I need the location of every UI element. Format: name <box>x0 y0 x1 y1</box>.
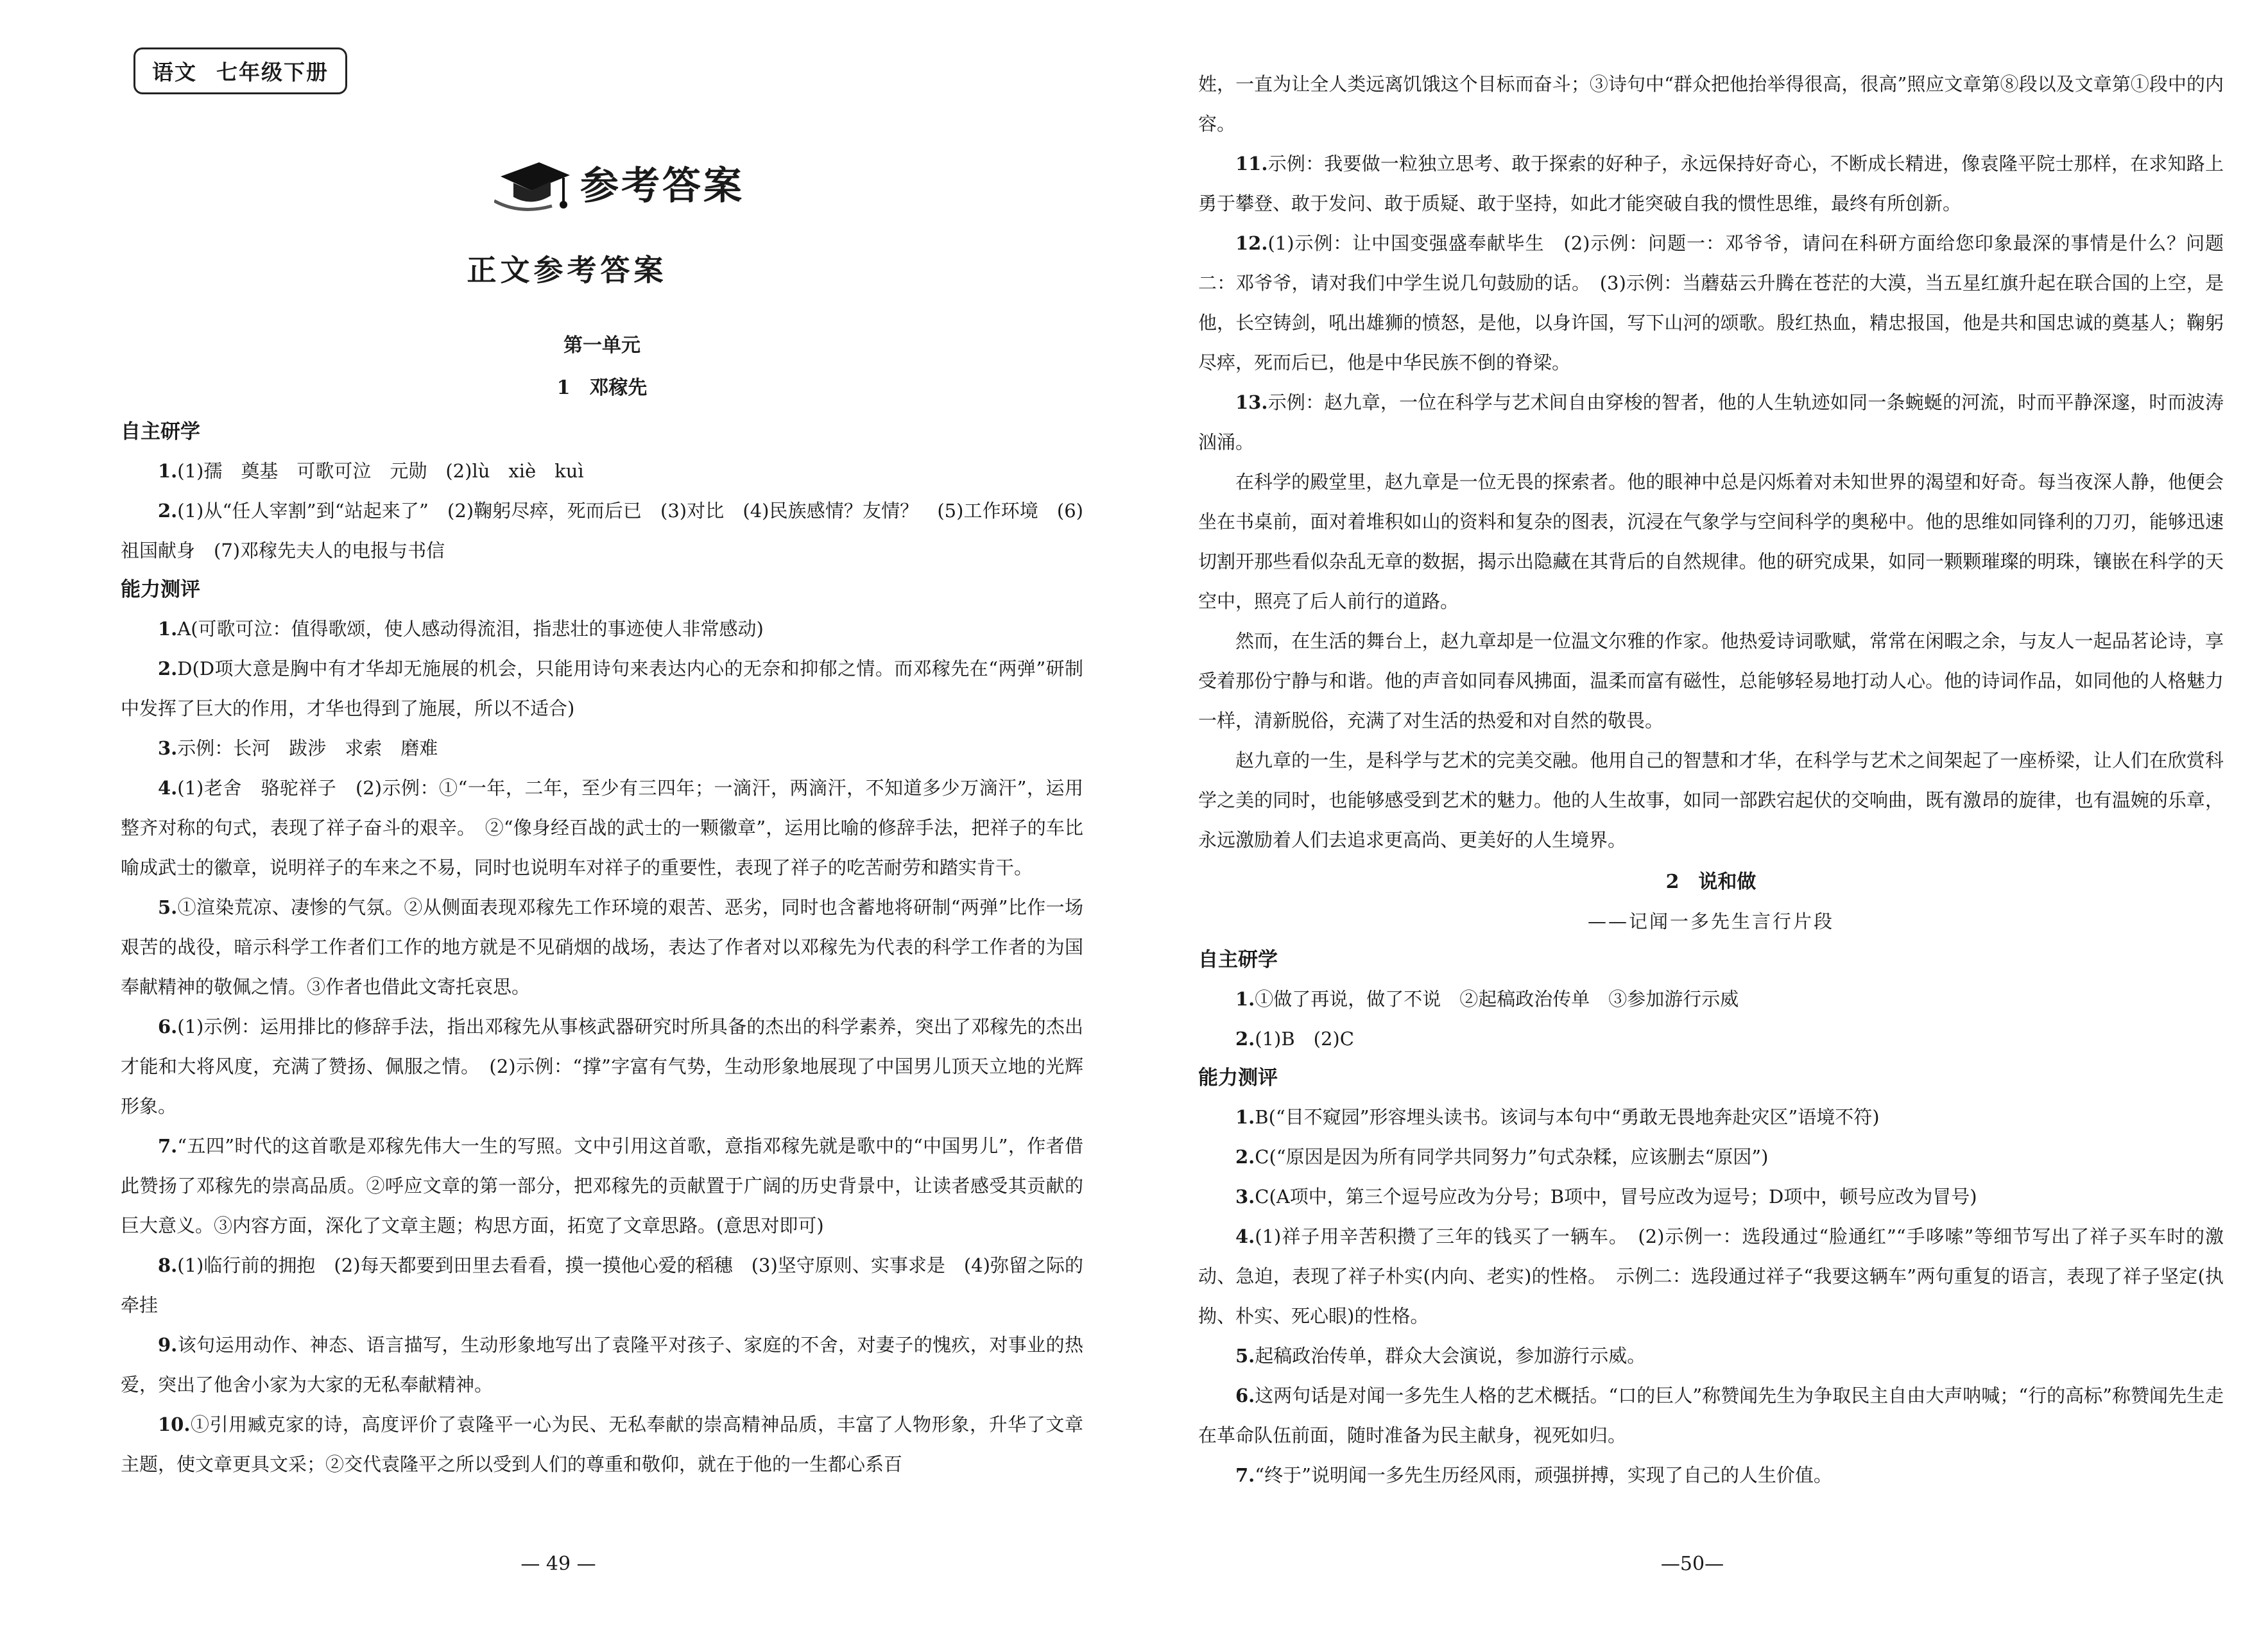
right-page <box>1134 0 2268 1640</box>
section-self-study: 自主研学 <box>121 420 200 443</box>
list-item: 3.C(A项中，第三个逗号应改为分号；B项中，冒号应改为逗号；D项中，顿号应改为冒号) <box>1235 1186 1977 1208</box>
list-item: 8.(1)临行前的拥抱 (2)每天都要到田里去看看，摸一摸他心爱的稻穗 (3)坚守原则、实事求是 (4)弥留之际的牵挂 <box>121 1254 1083 1316</box>
graduation-cap-icon <box>494 151 571 215</box>
essay-paragraph: 然而，在生活的舞台上，赵九章却是一位温文尔雅的作家。他热爱诗词歌赋，常常在闲暇之余，与友人一起品茗论诗，享受着那份宁静与和谐。他的声音如同春风拂面，温柔而富有磁性，总能够轻易地打动人心。他的诗词作品，如同他的人格魅力一样，清新脱俗，充满了对生活的热爱和对自然的敬畏。 <box>1198 630 2224 731</box>
list-item: 1.A(可歌可泣：值得歌颂，使人感动得流泪，指悲壮的事迹使人非常感动) <box>158 618 764 640</box>
list-item: 9.该句运用动作、神态、语言描写，生动形象地写出了袁隆平对孩子、家庭的不舍，对妻子的愧疚，对事业的热爱，突出了他舍小家为大家的无私奉献精神。 <box>121 1334 1083 1396</box>
list-item: 12.(1)示例：让中国变强盛奉献毕生 (2)示例：问题一：邓爷爷，请问在科研方面给您印象最深的事情是什么？问题二：邓爷爷，请对我们中学生说几句鼓励的话。 (3)示例：当蘑菇云升腾在苍茫的大漠，当五星红旗升起在联合国的上空，是他，长空铸剑，吼出雄狮的愤怒，是他，以身许国，写下山河的颂歌。殷红热血，精忠报国，他是共和国忠诚的奠基人；鞠躬尽瘁，死而后已，他是中华民族不倒的脊梁。 <box>1198 232 2224 373</box>
subject-tag <box>133 47 347 94</box>
list-item: 2.(1)从“任人宰割”到“站起来了” (2)鞠躬尽瘁，死而后已 (3)对比 (4)民族感情？友情？ (5)工作环境 (6)祖国献身 (7)邓稼先夫人的电报与书信 <box>121 500 1083 561</box>
lesson-subtitle: ——记闻一多先生言行片段 <box>1587 910 1834 932</box>
list-item: 6.这两句话是对闻一多先生人格的艺术概括。“口的巨人”称赞闻先生为争取民主自由大声呐喊；“行的高标”称赞闻先生走在革命队伍前面，随时准备为民主献身，视死如归。 <box>1198 1385 2224 1446</box>
list-item: 13.示例：赵九章，一位在科学与艺术间自由穿梭的智者，他的人生轨迹如同一条蜿蜒的河流，时而平静深邃，时而波涛汹涌。 <box>1198 391 2224 453</box>
list-item: 7.“五四”时代的这首歌是邓稼先伟大一生的写照。文中引用这首歌，意指邓稼先就是歌中的“中国男儿”，作者借此赞扬了邓稼先的崇高品质。②呼应文章的第一部分，把邓稼先的贡献置于广阔的历史背景中，让读者感受其贡献的巨大意义。③内容方面，深化了文章主题；构思方面，拓宽了文章思路。(意思对即可) <box>121 1135 1083 1236</box>
list-item: 4.(1)祥子用辛苦积攒了三年的钱买了一辆车。 (2)示例一：选段通过“脸通红”“手哆嗦”等细节写出了祥子买车时的激动、急迫，表现了祥子朴实(内向、老实)的性格。 示例二：选段通过祥子“我要这辆车”两句重复的语言，表现了祥子坚定(执拗、朴实、死心眼)的性格。 <box>1198 1226 2224 1327</box>
list-item: 3.示例：长河 跋涉 求索 磨难 <box>158 737 438 759</box>
essay-paragraph: 赵九章的一生，是科学与艺术的完美交融。他用自己的智慧和才华，在科学与艺术之间架起了一座桥梁，让人们在欣赏科学之美的同时，也能够感受到艺术的魅力。他的人生故事，如同一部跌宕起伏的交响曲，既有激昂的旋律，也有温婉的乐章，永远激励着人们去追求更高尚、更美好的人生境界。 <box>1198 749 2224 851</box>
list-item: 5.①渲染荒凉、凄惨的气氛。②从侧面表现邓稼先工作环境的艰苦、恶劣，同时也含蓄地将研制“两弹”比作一场艰苦的战役，暗示科学工作者们工作的地方就是不见硝烟的战场，表达了作者对以邓稼先为代表的科学工作者的为国奉献精神的敬佩之情。③作者也借此文寄托哀思。 <box>121 896 1083 998</box>
list-item: 10.①引用臧克家的诗，高度评价了袁隆平一心为民、无私奉献的崇高精神品质，丰富了人物形象，升华了文章主题，使文章更具文采；②交代袁隆平之所以受到人们的尊重和敬仰，就在于他的一生都心系百 <box>121 1414 1083 1475</box>
list-item: 11.示例：我要做一粒独立思考、敢于探索的好种子，永远保持好奇心，不断成长精进，像袁隆平院士那样，在求知路上勇于攀登、敢于发问、敢于质疑、敢于坚持，如此才能突破自我的惯性思维，最终有所创新。 <box>1198 153 2224 214</box>
section-self-study: 自主研学 <box>1198 948 1278 971</box>
list-item: 1.①做了再说，做了不说 ②起稿政治传单 ③参加游行示威 <box>1235 988 1739 1010</box>
list-item: 1.B(“目不窥园”形容埋头读书。该词与本句中“勇敢无畏地奔赴灾区”语境不符) <box>1235 1106 1880 1128</box>
list-item: 2.D(D项大意是胸中有才华却无施展的机会，只能用诗句来表达内心的无奈和抑郁之情。而邓稼先在“两弹”研制中发挥了巨大的作用，才华也得到了施展，所以不适合) <box>121 658 1083 719</box>
ability-test-list <box>121 609 1083 1484</box>
lesson-title: 2 说和做 <box>1665 871 1757 893</box>
main-title: 正文参考答案 <box>467 253 667 287</box>
lesson-title: 1 邓稼先 <box>556 377 648 399</box>
list-item: 2.(1)B (2)C <box>1235 1028 1354 1050</box>
right-column <box>1198 64 2224 1495</box>
list-item: 5.起稿政治传单，群众大会演说，参加游行示威。 <box>1235 1345 1646 1367</box>
section-ability-test: 能力测评 <box>1198 1066 1278 1089</box>
tag-grade: 七年级下册 <box>216 60 329 85</box>
banner-title: 参考答案 <box>580 164 744 209</box>
list-item: 7.“终于”说明闻一多先生历经风雨，顽强拼搏，实现了自己的人生价值。 <box>1235 1464 1832 1486</box>
page-number: — 49 — <box>520 1553 596 1575</box>
left-column <box>121 324 1083 1484</box>
section-ability-test: 能力测评 <box>121 578 200 601</box>
list-item: 2.C(“原因是因为所有同学共同努力”句式杂糅，应该删去“原因”) <box>1235 1146 1769 1168</box>
unit-title: 第一单元 <box>563 334 640 357</box>
page-number: —50— <box>1660 1553 1724 1575</box>
list-item: 6.(1)示例：运用排比的修辞手法，指出邓稼先从事核武器研究时所具备的杰出的科学素养，突出了邓稼先的杰出才能和大将风度，充满了赞扬、佩服之情。 (2)示例：“撑”字富有气势，生动形象地展现了中国男儿顶天立地的光辉形象。 <box>121 1016 1083 1117</box>
list-item: 1.(1)孺 奠基 可歌可泣 元勋 (2)lù xiè kuì <box>158 460 584 482</box>
list-item: 4.(1)老舍 骆驼祥子 (2)示例：①“一年，二年，至少有三四年；一滴汗，两滴汗，不知道多少万滴汗”，运用整齐对称的句式，表现了祥子奋斗的艰辛。 ②“像身经百战的武士的一颗徽章”，运用比喻的修辞手法，把祥子的车比喻成武士的徽章，说明祥子的车来之不易，同时也说明车对祥子的重要性，表现了祥子的吃苦耐劳和踏实肯干。 <box>121 777 1083 878</box>
essay-paragraph: 在科学的殿堂里，赵九章是一位无畏的探索者。他的眼神中总是闪烁着对未知世界的渴望和好奇。每当夜深人静，他便会坐在书桌前，面对着堆积如山的资料和复杂的图表，沉浸在气象学与空间科学的奥秘中。他的思维如同锋利的刀刃，能够迅速切割开那些看似杂乱无章的数据，揭示出隐藏在其背后的自然规律。他的研究成果，如同一颗颗璀璨的明珠，镶嵌在科学的天空中，照亮了后人前行的道路。 <box>1198 471 2224 612</box>
answer-banner <box>494 148 744 218</box>
tag-subject: 语文 <box>152 60 197 85</box>
self-study-list <box>121 451 1083 570</box>
continued-text: 姓，一直为让全人类远离饥饿这个目标而奋斗；③诗句中“群众把他抬举得很高，很高”照应文章第⑧段以及文章第①段中的内容。 <box>1198 73 2224 135</box>
